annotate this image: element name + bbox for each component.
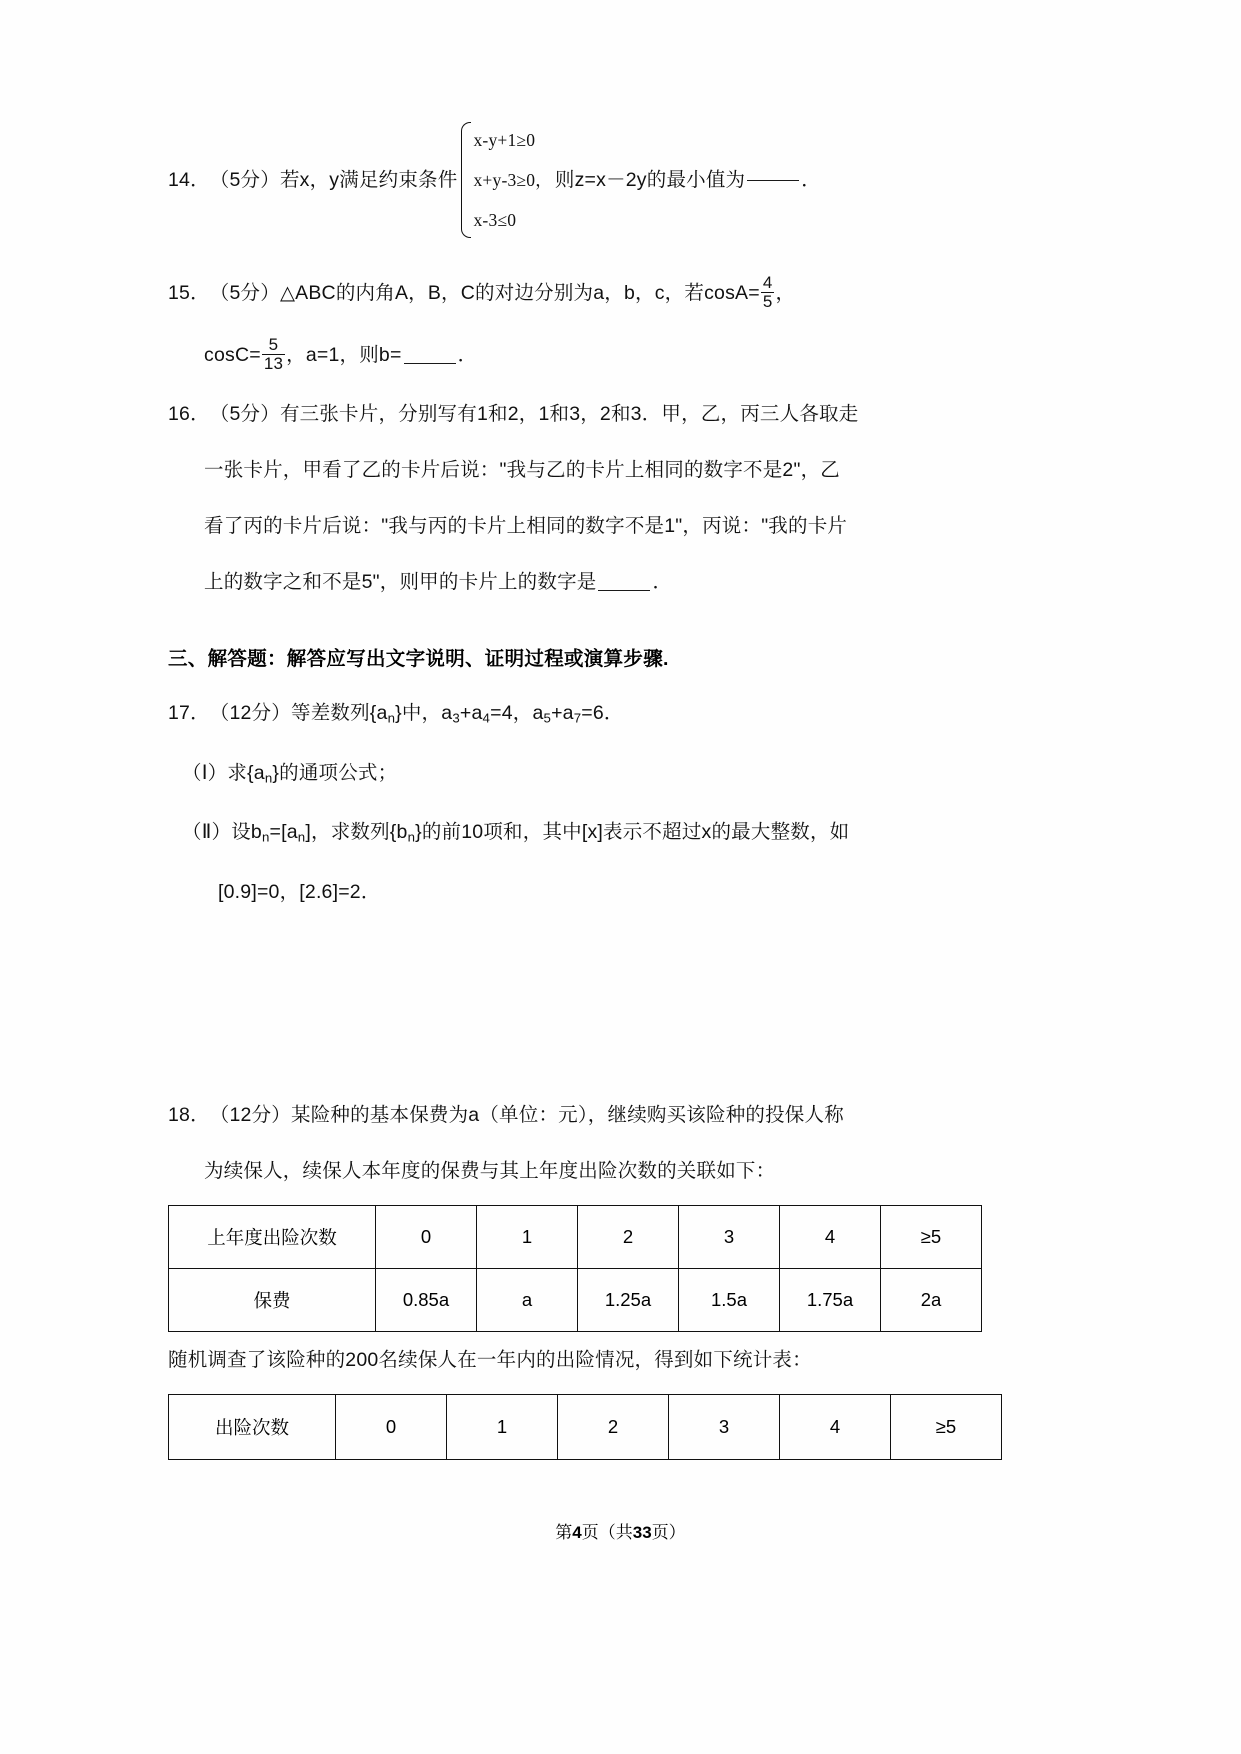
fee-table-row2-value-3: 1.5a — [679, 1269, 780, 1332]
question-15 — [168, 262, 958, 324]
q17-score: （12分） — [209, 702, 291, 724]
footer-prefix: 第 — [555, 1523, 573, 1542]
question-16-line4 — [168, 554, 958, 610]
answer-work-area — [168, 919, 958, 1087]
q17-part1-sub: n — [264, 770, 273, 786]
q16-line4-before: 上的数字之和不是5"，则甲的卡片上的数字是 — [204, 571, 597, 593]
q14-ineq-2: x+y-3≥0， — [473, 170, 553, 190]
q17-part2-sub1: n — [261, 830, 270, 846]
q15-period: ． — [457, 344, 478, 366]
q18-number: 18． — [168, 1104, 210, 1127]
q17-part2-sub3: n — [407, 830, 416, 846]
footer-page-number: 4 — [572, 1523, 582, 1542]
claims-table-row1-value-0: 0 — [336, 1395, 447, 1460]
q18-line3: 随机调查了该险种的200名续保人在一年内的出险情况，得到如下统计表： — [168, 1349, 812, 1372]
q17-part2-line2: [0.9]=0，[2.6]=2． — [218, 881, 381, 904]
q16-line1: 有三张卡片，分别写有1和2，1和3，2和3．甲，乙，丙三人各取走 — [279, 403, 859, 425]
q15-line1-text: △ABC的内角A，B，C的对边分别为a，b，c，若cosA= — [279, 282, 760, 304]
q17-part2-sub2: n — [297, 830, 306, 846]
q15-cosA-fraction — [761, 274, 775, 311]
q17-part1-a: 求{a — [227, 761, 265, 784]
question-18-line3 — [168, 1332, 958, 1388]
claims-table-row1-value-2: 2 — [558, 1395, 669, 1460]
question-16-line3 — [168, 498, 958, 554]
claims-table-row1-value-4: 4 — [780, 1395, 891, 1460]
fee-table-row1-label: 上年度出险次数 — [169, 1206, 376, 1269]
q14-text-before: 若x，y满足约束条件 — [279, 169, 458, 191]
question-17-part-2-line2 — [168, 865, 958, 919]
q14-ineq-1: x-y+1≥0 — [473, 130, 536, 150]
fee-table-row2-label: 保费 — [169, 1269, 376, 1332]
q17-part1-label: （Ⅰ） — [182, 761, 228, 784]
question-16-line2 — [168, 442, 958, 498]
q16-number: 16． — [168, 403, 210, 425]
table-row — [169, 1206, 982, 1269]
q17-part2-d: }的前10项和，其中[x]表示不超过x的最大整数，如 — [415, 821, 850, 844]
q17-part2-c: ]，求数列{b — [305, 821, 408, 844]
claims-table-row1-value-3: 3 — [669, 1395, 780, 1460]
claims-table-row1-value-5: ≥5 — [891, 1395, 1002, 1460]
q17-part2-b: =[a — [269, 821, 298, 844]
q17-stem-e: +a — [551, 702, 574, 724]
q17-stem-sub1: n — [387, 710, 396, 726]
question-14 — [168, 120, 958, 240]
q17-part2-a: 设b — [231, 821, 262, 844]
page-content — [168, 120, 958, 1460]
q15-cosA-denominator: 5 — [762, 292, 773, 312]
q18-line1: 某险种的基本保费为a（单位：元），继续购买该险种的投保人称 — [291, 1104, 844, 1127]
question-17-part-1 — [168, 746, 958, 806]
q16-line2: 一张卡片，甲看了乙的卡片后说："我与乙的卡片上相同的数字不是2"，乙 — [204, 459, 840, 481]
q14-period: ． — [801, 169, 821, 191]
fee-table-row2-value-5: 2a — [881, 1269, 982, 1332]
question-16 — [168, 386, 958, 442]
q17-number: 17． — [168, 702, 210, 724]
question-18 — [168, 1087, 958, 1143]
q16-period: ． — [652, 571, 673, 593]
footer-total-pages: 33 — [632, 1523, 652, 1542]
q15-cosC-numerator: 5 — [268, 335, 279, 355]
fee-table-row2-value-4: 1.75a — [780, 1269, 881, 1332]
q14-number: 14． — [168, 169, 210, 191]
q16-answer-blank[interactable] — [598, 590, 650, 591]
q17-stem-a: 等差数列{a — [291, 702, 388, 724]
page-footer — [0, 1518, 1241, 1543]
fee-table-row2-value-0: 0.85a — [376, 1269, 477, 1332]
q17-stem-sub4: 5 — [543, 710, 552, 726]
fee-table-row2-value-1: a — [477, 1269, 578, 1332]
q18-score: （12分） — [209, 1104, 291, 1127]
claims-count-table — [168, 1394, 1002, 1460]
q16-score: （5分） — [209, 403, 280, 425]
claims-table-row1-label: 出险次数 — [169, 1395, 336, 1460]
q17-stem-sub3: 4 — [482, 710, 491, 726]
section-3-heading: 三、解答题：解答应写出文字说明、证明过程或演算步骤. — [168, 648, 669, 670]
q16-line3: 看了丙的卡片后说："我与丙的卡片上相同的数字不是1"，丙说："我的卡片 — [204, 515, 848, 537]
fee-table-row1-value-5: ≥5 — [881, 1206, 982, 1269]
fee-table-row1-value-3: 3 — [679, 1206, 780, 1269]
fee-table-row1-value-4: 4 — [780, 1206, 881, 1269]
q17-stem-b: }中，a — [395, 702, 453, 724]
fee-table-row1-value-0: 0 — [376, 1206, 477, 1269]
q14-answer-blank[interactable] — [747, 180, 799, 181]
q14-score: （5分） — [209, 169, 280, 191]
q17-stem-c: +a — [459, 702, 483, 724]
q17-part1-b: }的通项公式； — [272, 761, 398, 784]
q15-number: 15． — [168, 282, 210, 304]
question-17-part-2 — [168, 805, 958, 865]
q15-cosC-fraction — [262, 336, 285, 373]
footer-suffix: 页） — [651, 1523, 686, 1542]
q17-stem-d: =4，a — [490, 702, 544, 724]
q15-line2-prefix: cosC= — [204, 344, 261, 366]
q14-inequality-system — [459, 120, 552, 240]
question-17 — [168, 686, 958, 746]
q14-text-after: 则z=x－2y的最小值为 — [554, 169, 746, 191]
fee-table-row2-value-2: 1.25a — [578, 1269, 679, 1332]
q15-cosA-numerator: 4 — [762, 273, 773, 293]
q17-stem-f: =6． — [581, 702, 624, 724]
question-18-line2 — [168, 1143, 958, 1199]
fee-table-row1-value-1: 1 — [477, 1206, 578, 1269]
table-row — [169, 1269, 982, 1332]
q17-stem-sub2: 3 — [452, 710, 460, 726]
premium-table — [168, 1205, 982, 1332]
q14-ineq-3: x-3≤0 — [473, 210, 517, 230]
q15-line1-tail: ， — [775, 282, 796, 304]
footer-mid: 页（共 — [581, 1523, 633, 1542]
table-row — [169, 1395, 1002, 1460]
q15-score: （5分） — [209, 282, 280, 304]
q15-cosC-denominator: 13 — [263, 354, 284, 374]
q15-answer-blank[interactable] — [404, 363, 456, 364]
fee-table-row1-value-2: 2 — [578, 1206, 679, 1269]
question-15-line2 — [168, 324, 958, 386]
q18-line2: 为续保人，续保人本年度的保费与其上年度出险次数的关联如下： — [204, 1160, 776, 1183]
q17-part2-label: （Ⅱ） — [182, 821, 232, 844]
claims-table-row1-value-1: 1 — [447, 1395, 558, 1460]
q15-line2-mid: ，a=1，则b= — [286, 344, 402, 366]
q17-stem-sub5: 7 — [573, 710, 582, 726]
